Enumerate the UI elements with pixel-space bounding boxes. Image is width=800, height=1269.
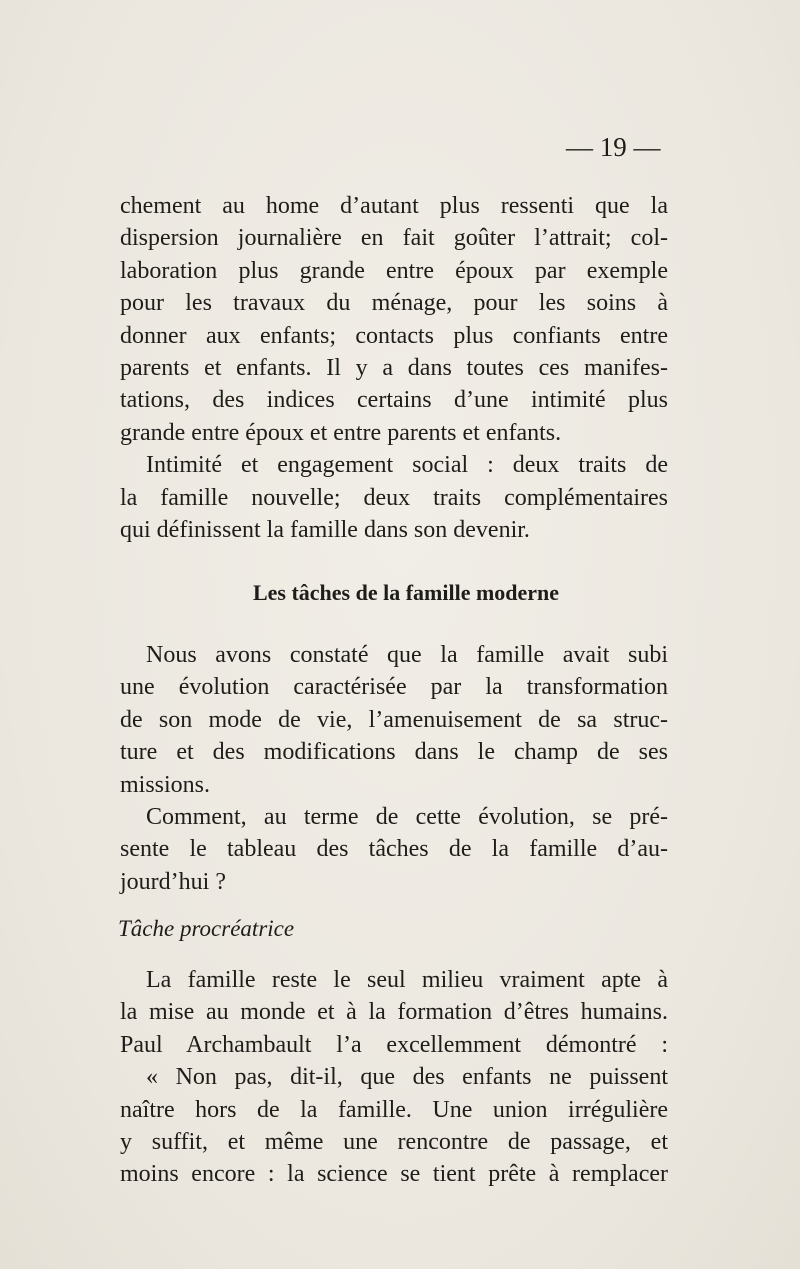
text-line: laboration plus grande entre époux par exemple [120, 257, 668, 284]
text-line: dispersion journalière en fait goûter l’attrait; col- [120, 225, 668, 252]
section-heading: Les tâches de la famille moderne [252, 580, 560, 605]
page-number: — 19 — [566, 132, 661, 162]
text-line: donner aux enfants; contacts plus confiants entre [120, 322, 668, 349]
text-line: qui définissent la famille dans son devenir. [120, 517, 530, 544]
text-line: La famille reste le seul milieu vraiment apte à [146, 967, 668, 993]
text-line: parents et enfants. Il y a dans toutes ces manifes- [120, 355, 668, 382]
paragraph-block-intimacy [120, 190, 668, 546]
text-line: de son mode de vie, l’amenuisement de sa struc- [120, 706, 668, 733]
text-line: y suffit, et même une rencontre de passage, et [120, 1129, 668, 1156]
text-line: jourd’hui ? [120, 868, 226, 895]
paragraph-block-evolution [120, 639, 668, 898]
text-line: sente le tableau des tâches de la famille d’au- [120, 836, 668, 863]
paragraph-block-procreation [120, 964, 668, 1191]
text-line: la famille nouvelle; deux traits complémentaires [120, 484, 668, 511]
text-line: « Non pas, dit-il, que des enfants ne puissent [146, 1064, 668, 1091]
text-line: une évolution caractérisée par la transformation [120, 674, 668, 701]
text-line: chement au home d’autant plus ressenti que la [120, 193, 668, 219]
text-line: ture et des modifications dans le champ de ses [120, 739, 668, 766]
subsection-heading: Tâche procréatrice [118, 916, 295, 941]
text-line: moins encore : la science se tient prête à remplacer [120, 1161, 668, 1188]
text-line: naître hors de la famille. Une union irrégulière [120, 1096, 668, 1123]
text-line: grande entre époux et entre parents et enfants. [120, 419, 562, 446]
text-line: Intimité et engagement social : deux traits de [146, 452, 668, 479]
text-line: tations, des indices certains d’une intimité plus [120, 387, 668, 414]
text-line: Nous avons constaté que la famille avait subi [146, 642, 668, 668]
text-line: Paul Archambault l’a excellemment démontré : [120, 1031, 668, 1058]
text-line: la mise au monde et à la formation d’êtres humains. [120, 999, 668, 1026]
text-line: pour les travaux du ménage, pour les soins à [120, 290, 668, 317]
text-line: Comment, au terme de cette évolution, se pré- [146, 804, 668, 831]
text-line: missions. [120, 771, 211, 798]
